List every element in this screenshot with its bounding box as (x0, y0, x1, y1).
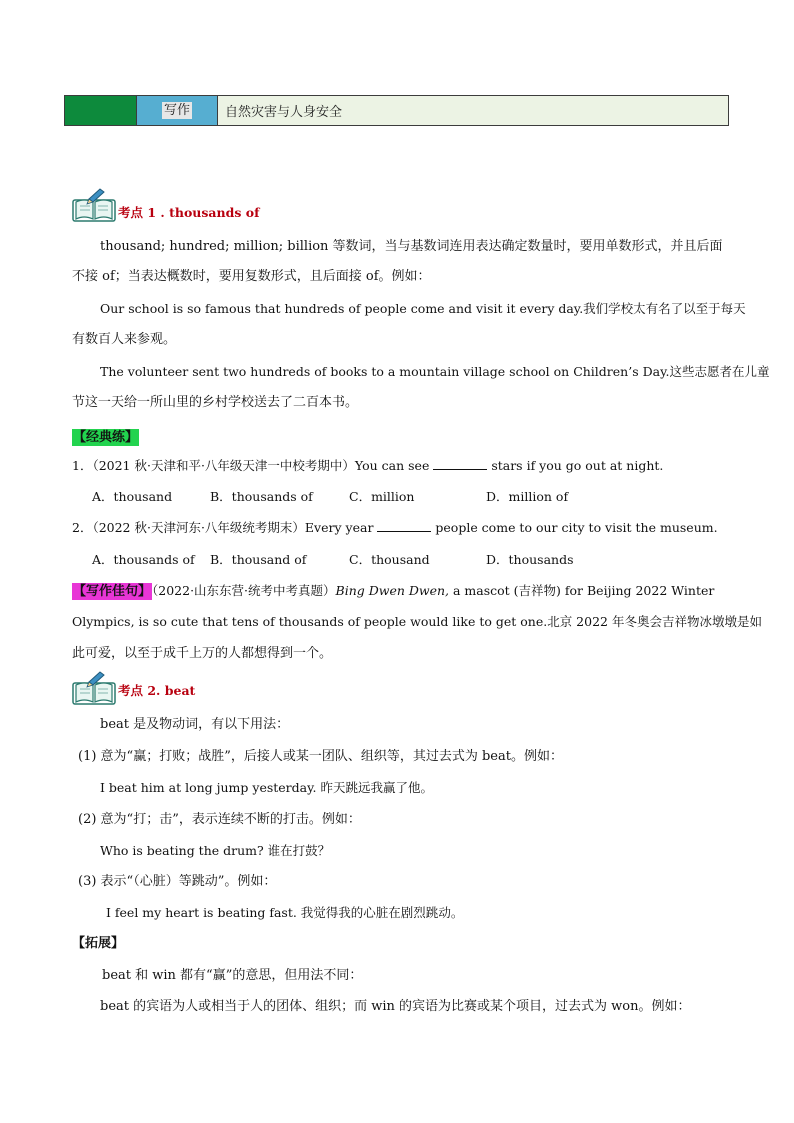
practice-label: 【经典练】 (73, 430, 139, 445)
writing-line2: Olympics, is so cute that tens of thousands of people would like to get one.北京 2022 年冬奥会吉祥物冰墩墩是如 (72, 614, 762, 629)
kp1-title: 考点 1 . thousands of (118, 205, 260, 220)
kp2-usage3-example: I feel my heart is beating fast. 我觉得我的心脏在剧烈跳动。 (106, 905, 464, 920)
book-pencil-icon (72, 671, 116, 705)
q1-suffix: stars if you go out at night. (491, 458, 664, 473)
header-bar (64, 95, 729, 126)
kp2-usage1: (1) 意为“赢；打败；战胜”，后接人或某一团队、组织等，其过去式为 beat。例如： (78, 749, 563, 764)
book-pencil-icon (72, 188, 116, 222)
q2-option-a: A．thousands of (92, 552, 195, 567)
q2-suffix: people come to our city to visit the museum. (435, 520, 718, 535)
q1-option-d: D．million of (486, 489, 569, 504)
q2-blank (377, 519, 431, 532)
kp2-title: 考点 2. beat (118, 683, 196, 698)
question-2 (72, 519, 718, 537)
kp2-usage2-example: Who is beating the drum? 谁在打鼓？ (100, 843, 331, 858)
kp2-usage1-example: I beat him at long jump yesterday. 昨天跳远我赢了他。 (100, 780, 433, 795)
q1-prefix: 1．（2021 秋·天津和平·八年级天津一中校考期中）You can see (72, 458, 430, 473)
kp1-para-line1: thousand; hundred; million; billion 等数词，当与基数词连用表达确定数量时，要用单数形式，并且后面 (100, 239, 723, 254)
extension-line2: beat 的宾语为人或相当于人的团体、组织；而 win 的宾语为比赛或某个项目，过去式为 won。例如： (100, 999, 691, 1014)
question-1 (72, 457, 663, 475)
kp2-usage2: (2) 意为“打；击”，表示连续不断的打击。例如： (78, 812, 361, 827)
q2-option-d: D．thousands (486, 552, 574, 567)
q1-option-a: A．thousand (92, 489, 173, 504)
writing-line1-rest: a mascot (吉祥物) for Beijing 2022 Winter (449, 583, 715, 598)
extension-label: 【拓展】 (72, 936, 125, 951)
writing-italic-name: Bing Dwen Dwen, (335, 583, 450, 598)
q1-blank (433, 457, 487, 470)
kp1-example2-line2: 节这一天给一所山里的乡村学校送去了二百本书。 (72, 395, 359, 410)
q2-prefix: 2．（2022 秋·天津河东·八年级统考期末）Every year (72, 520, 374, 535)
writing-label: 【写作佳句】 (73, 584, 152, 599)
writing-line3: 此可爱，以至于成千上万的人都想得到一个。 (72, 646, 333, 661)
header-category-cell (137, 96, 218, 125)
kp1-example2-line1: The volunteer sent two hundreds of books to a mountain village school on Children’s Day.这些志愿者在儿童 (100, 364, 770, 379)
q1-option-c: C．million (349, 489, 415, 504)
kp1-example1-line2: 有数百人来参观。 (72, 332, 177, 347)
extension-line1: beat 和 win 都有“赢”的意思，但用法不同： (102, 968, 363, 983)
header-green-block (65, 96, 137, 125)
kp2-usage3: (3) 表示“（心脏）等跳动”。例如： (78, 874, 277, 889)
q2-option-b: B．thousand of (210, 552, 307, 567)
kp2-intro: beat 是及物动词，有以下用法： (100, 717, 290, 732)
practice-label-wrap (72, 426, 139, 445)
writing-source: （2022·山东东营·统考中考真题） (152, 583, 336, 598)
kp1-para-line2: 不接 of；当表达概数时，要用复数形式，且后面接 of。例如： (72, 269, 431, 284)
kp1-example1-line1: Our school is so famous that hundreds of people come and visit it every day.我们学校太有名了以至于每天 (100, 301, 746, 316)
header-category: 写作 (163, 103, 190, 118)
header-topic: 自然灾害与人身安全 (218, 96, 728, 125)
q1-option-b: B．thousands of (210, 489, 313, 504)
writing-line1 (72, 582, 714, 601)
q2-option-c: C．thousand (349, 552, 430, 567)
